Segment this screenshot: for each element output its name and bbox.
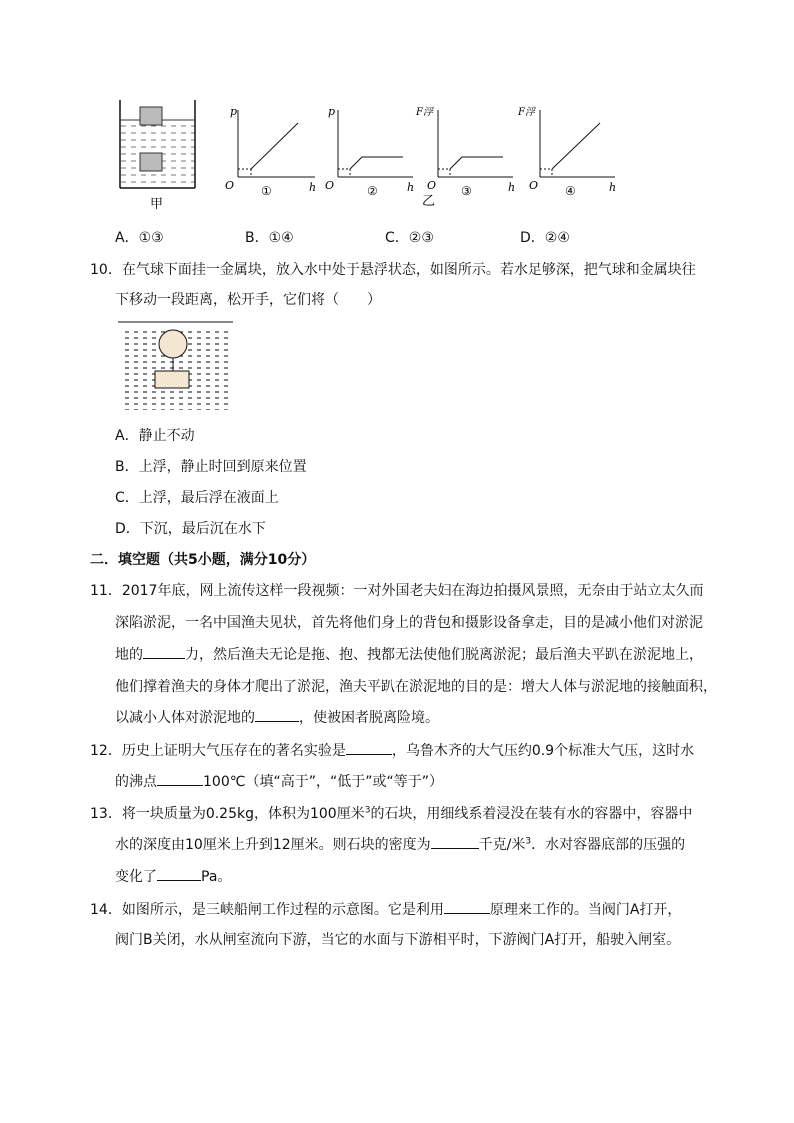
q9-option-a: A．①③ [115, 230, 164, 246]
floating-block [140, 107, 162, 125]
q11-line3: 地的 力，然后渔夫无论是拖、抱、拽都无法使他们脱离淤泥；最后渔夫平趴在淤泥地上， [115, 644, 703, 664]
svg-text:O: O [529, 179, 539, 192]
svg-text:O: O [225, 179, 235, 192]
svg-text:F浮: F浮 [416, 107, 433, 118]
q10-option-b: B．上浮，静止时回到原来位置 [115, 459, 307, 475]
q9-option-c: C．②③ [385, 230, 434, 246]
svg-text:O: O [427, 179, 437, 192]
svg-text:h: h [309, 181, 317, 194]
svg-text:O: O [325, 179, 335, 192]
section2-title: 二．填空题（共5小题，满分10分） [90, 552, 316, 568]
q14-line2: 阀门B关闭，水从闸室流向下游，当它的水面与下游相平时，下游阀门A打开，船驶入闸室。 [115, 932, 681, 948]
graph-1 [225, 105, 316, 198]
answer-blank[interactable] [255, 707, 299, 722]
label-yi: 乙 [422, 194, 436, 209]
q11-line4: 他们撑着渔夫的身体才爬出了淤泥，渔夫平趴在淤泥地的目的是：增大人体与淤泥地的接触面积， [115, 679, 717, 695]
svg-text:p: p [230, 105, 238, 118]
graph-4 [517, 106, 616, 198]
answer-blank[interactable] [157, 866, 201, 881]
q12-line1: 12．历史上证明大气压存在的著名实验是 ，乌鲁木齐的大气压约0.9个标准大气压，这时水 [90, 740, 694, 760]
q9-option-d: D．②④ [520, 230, 570, 246]
answer-blank[interactable] [431, 834, 479, 849]
submerged-block [140, 153, 162, 171]
answer-blank[interactable] [444, 899, 490, 914]
metal-block [155, 371, 189, 388]
q10-option-c: C．上浮，最后浮在液面上 [115, 490, 279, 506]
q13-line2: 水的深度由10厘米上升到12厘米。则石块的密度为 千克/米$^3$．水对容器底部的压强的 [115, 834, 685, 854]
q14-line1: 14．如图所示，是三峡船闸工作过程的示意图。它是利用 原理来工作的。当阀门A打开， [90, 899, 681, 919]
q11-line1: 11．2017年底，网上流传这样一段视频：一对外国老夫妇在海边拍摄风景照，无奈由于站立太久而 [90, 583, 704, 599]
figure-balloon-block [115, 318, 240, 413]
figure-jia-yi [100, 95, 630, 220]
svg-text:②: ② [367, 184, 378, 198]
q10-option-d: D．下沉，最后沉在水下 [115, 521, 266, 537]
graph-3 [415, 106, 515, 209]
answer-blank[interactable] [157, 771, 203, 786]
q12-line2: 的沸点 100℃（填“高于”，“低于”或“等于”） [115, 771, 443, 791]
balloon [159, 330, 187, 358]
answer-blank[interactable] [143, 644, 185, 659]
q13-line3: 变化了 Pa。 [115, 866, 231, 886]
q10-stem-line2: 下移动一段距离，松开手，它们将（ ） [115, 292, 381, 308]
svg-text:F浮: F浮 [518, 107, 535, 118]
svg-text:h: h [609, 181, 617, 194]
svg-text:①: ① [261, 184, 272, 198]
svg-text:h: h [407, 181, 415, 194]
svg-text:④: ④ [565, 184, 576, 198]
graph-2 [325, 105, 414, 198]
q13-line1: 13．将一块质量为0.25kg，体积为100厘米$^3$的石块，用细线系着浸没在装有水的容器中，容器中 [90, 805, 693, 822]
q9-option-b: B．①④ [245, 230, 294, 246]
q11-line2: 深陷淤泥，一名中国渔夫见状，首先将他们身上的背包和摄影设备拿走，目的是减小他们对淤泥 [115, 615, 703, 631]
q10-stem-line1: 10．在气球下面挂一金属块，放入水中处于悬浮状态，如图所示。若水足够深，把气球和金属块往 [90, 262, 696, 278]
q10-option-a: A．静止不动 [115, 428, 195, 444]
svg-text:p: p [328, 105, 336, 118]
svg-text:h: h [508, 181, 516, 194]
q11-line5: 以减小人体对淤泥地的 ，使被困者脱离险境。 [115, 707, 439, 727]
label-jia: 甲 [150, 197, 164, 212]
container-jia [120, 100, 195, 188]
svg-text:③: ③ [461, 184, 472, 198]
answer-blank[interactable] [346, 740, 392, 755]
